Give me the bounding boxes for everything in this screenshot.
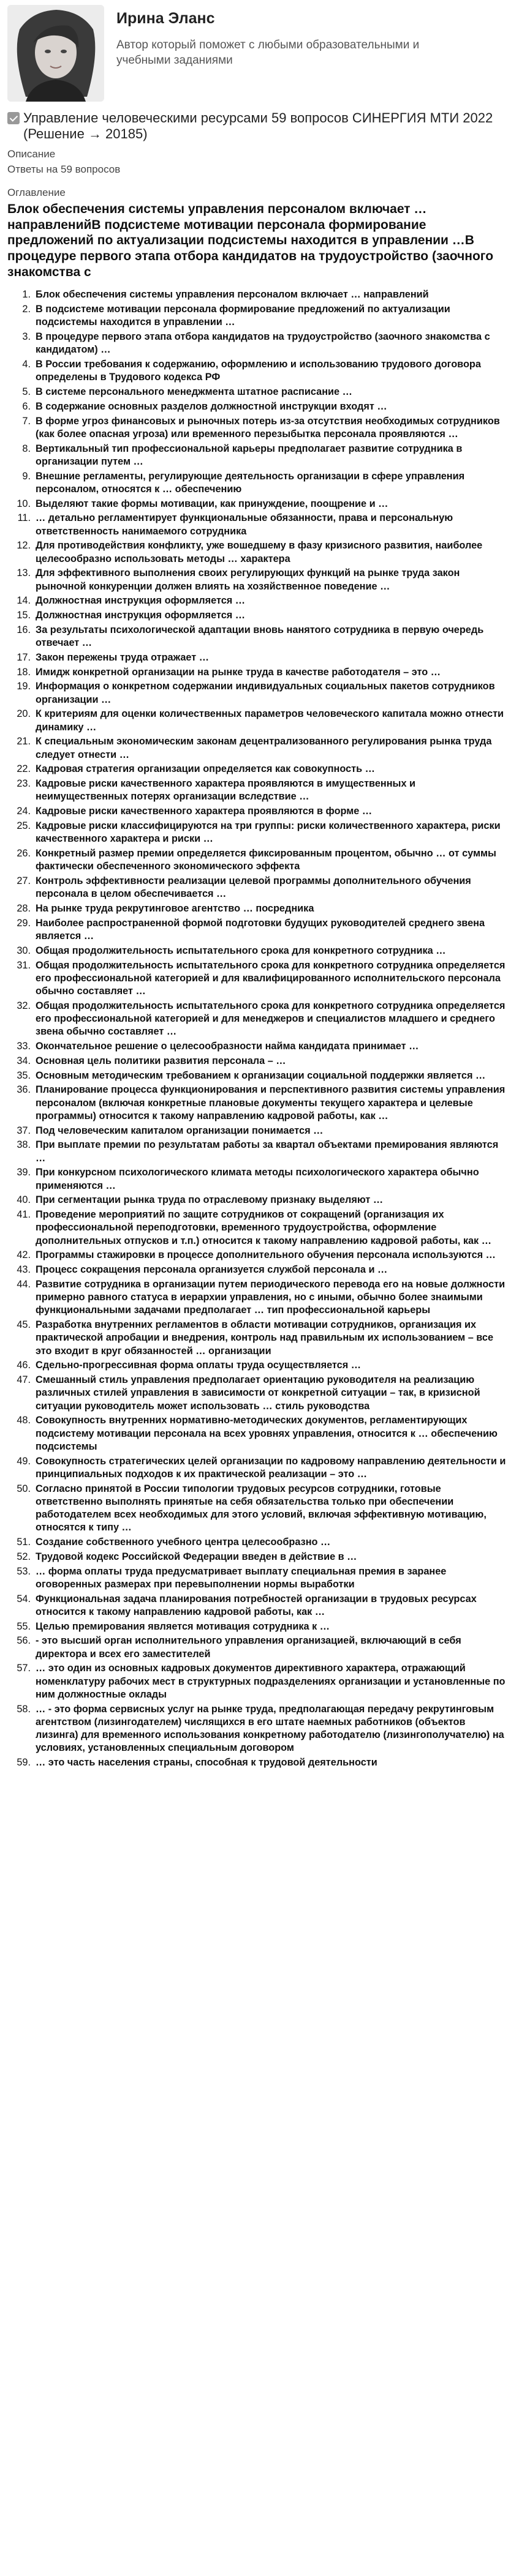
- question-item[interactable]: [7, 470, 512, 496]
- avatar[interactable]: [7, 5, 104, 102]
- question-text[interactable]: При конкурсном психологического климата методы психологического характера обычно применяются …: [36, 1167, 479, 1191]
- question-item[interactable]: [7, 1756, 512, 1769]
- answers-label: Ответы на 59 вопросов: [7, 163, 121, 175]
- question-text[interactable]: Окончательное решение о целесообразности найма кандидата принимает …: [36, 1041, 419, 1052]
- question-text[interactable]: Создание собственного учебного центра целесообразно …: [36, 1537, 331, 1548]
- question-text[interactable]: Наиболее распространенной формой подготовки будущих руководителей среднего звена является …: [36, 917, 485, 942]
- question-text[interactable]: Общая продолжительность испытательного срока для конкретного сотрудника …: [36, 945, 446, 956]
- question-number: 38.: [17, 1139, 31, 1151]
- question-number: 9.: [22, 470, 31, 482]
- question-number: 17.: [17, 651, 31, 663]
- question-text[interactable]: … это часть населения страны, способная к трудовой деятельности: [36, 1757, 377, 1769]
- question-text[interactable]: Должностная инструкция оформляется …: [36, 595, 246, 607]
- question-item[interactable]: [7, 1194, 512, 1207]
- question-item[interactable]: [7, 1593, 512, 1619]
- question-number: 7.: [22, 415, 31, 427]
- question-number: 11.: [17, 512, 31, 524]
- question-item[interactable]: [7, 443, 512, 468]
- author-description: Автор который поможет с любыми образовательными и учебными заданиями: [116, 38, 420, 67]
- question-number: 51.: [17, 1537, 31, 1548]
- question-text[interactable]: Совокупность стратегических целей организации по кадровому направлению деятельности и принципиальных подходов к их практической реализации – это …: [36, 1455, 506, 1480]
- question-number: 3.: [22, 331, 31, 342]
- question-text[interactable]: В России требования к содержанию, оформлению и использованию трудового договора определены в Трудового кодекса РФ: [36, 358, 481, 383]
- question-text[interactable]: В форме угроз финансовых и рыночных потерь из-за отсутствия необходимых сотрудников (как более опасная угроза) или временного перезыбытка персонала проявляются …: [36, 415, 500, 440]
- question-item[interactable]: [7, 777, 512, 803]
- question-number: 53.: [17, 1565, 31, 1577]
- question-item[interactable]: [7, 1359, 512, 1372]
- question-number: 4.: [22, 358, 31, 370]
- question-item[interactable]: [7, 1620, 512, 1633]
- question-item[interactable]: [7, 902, 512, 915]
- question-text[interactable]: Общая продолжительность испытательного срока для конкретного сотрудника определяется его профессиональной категорией и для менеджеров и специалистов младшего и среднего звена обычно составляет …: [36, 1000, 506, 1038]
- question-number: 16.: [17, 624, 31, 635]
- question-text[interactable]: Планирование процесса функционирования и перспективного развития системы управления персоналом (включая конкретные плановые документы текущего характера и целевые программы) относится к такому направлению кадровой работы, как …: [36, 1084, 506, 1121]
- question-number: 45.: [17, 1319, 31, 1331]
- question-number: 52.: [17, 1551, 31, 1562]
- question-text[interactable]: … форма оплаты труда предусматривает выплату специальная премия в заранее оговоренных размерах при перевыполнении нормы выработки: [36, 1565, 447, 1590]
- question-text[interactable]: Программы стажировки в процессе дополнительного обучения персонала используются …: [36, 1249, 496, 1261]
- question-item[interactable]: [7, 609, 512, 622]
- question-item[interactable]: [7, 415, 512, 441]
- question-text[interactable]: Развитие сотрудника в организации путем периодического перевода его на новые должности примерно равного статуса в иерархии управления, но с иными, обычно более знаимыми функциональными задачами предполагает … тип профессиональной карьеры: [36, 1279, 506, 1316]
- question-text[interactable]: Основным методическим требованием к организации социальной поддержки является …: [36, 1069, 486, 1081]
- question-number: 19.: [17, 681, 31, 692]
- toc-label: Оглавление: [7, 186, 66, 198]
- question-number: 5.: [22, 386, 31, 397]
- question-number: 26.: [17, 848, 31, 859]
- question-text[interactable]: - это высший орган исполнительного управления организацией, включающий в себя директора и всех его заместителей: [36, 1635, 461, 1660]
- document-title: Управление человеческими ресурсами 59 вопросов СИНЕРГИЯ МТИ 2022 (Решение → 20185): [23, 110, 493, 142]
- question-text[interactable]: Согласно принятой в России типологии трудовых ресурсов сотрудники, готовые ответственно выполнять принятые на себя обязательства только при обеспечении работодателем всех необходимых для этого условий, включая эффективную мотивацию, относятся к типу …: [36, 1483, 487, 1533]
- question-text[interactable]: Сдельно-прогрессивная форма оплаты труда осуществляется …: [36, 1360, 362, 1371]
- question-item[interactable]: [7, 1455, 512, 1481]
- question-item[interactable]: [7, 820, 512, 845]
- question-item[interactable]: [7, 1208, 512, 1248]
- question-item[interactable]: [7, 1055, 512, 1068]
- question-text[interactable]: Процесс сокращения персонала организуется службой персонала и …: [36, 1264, 388, 1276]
- question-number: 14.: [17, 595, 31, 607]
- question-item[interactable]: [7, 1040, 512, 1053]
- question-item[interactable]: [7, 303, 512, 329]
- question-item[interactable]: [7, 666, 512, 679]
- question-item[interactable]: [7, 651, 512, 664]
- question-item[interactable]: [7, 386, 512, 399]
- question-text[interactable]: За результаты психологической адаптации вновь нанятого сотрудника в первую очередь отвечает …: [36, 624, 484, 649]
- question-item[interactable]: [7, 917, 512, 943]
- question-text[interactable]: Контроль эффективности реализации целевой программы дополнительного обучения персонала в целом обеспечивается …: [36, 875, 471, 900]
- question-text[interactable]: Блок обеспечения системы управления персоналом включает … направлений: [36, 289, 429, 301]
- question-text[interactable]: Кадровые риски классифицируются на три группы: риски количественного характера, риски качественного характера и риски …: [36, 820, 501, 845]
- question-number: 24.: [17, 806, 31, 817]
- question-text[interactable]: Кадровые риски качественного характера проявляются в форме …: [36, 806, 373, 817]
- question-text[interactable]: Основная цель политики развития персонала – …: [36, 1055, 286, 1066]
- question-text[interactable]: Вертикальный тип профессиональной карьеры предполагает развитие сотрудника в организации путем …: [36, 443, 463, 467]
- question-number: 1.: [22, 289, 31, 301]
- question-item[interactable]: [7, 680, 512, 706]
- checkbox-icon: [7, 112, 20, 124]
- question-text[interactable]: … это один из основных кадровых документов директивного характера, отражающий номенклатуру рабочих мест в структурных подразделениях организации и установленные по ним должностные оклады: [36, 1663, 506, 1700]
- question-number: 25.: [17, 820, 31, 832]
- question-item[interactable]: [7, 959, 512, 998]
- question-text[interactable]: Информация о конкретном содержании индивидуальных социальных пакетов сотрудников организации …: [36, 681, 495, 705]
- question-item[interactable]: [7, 735, 512, 761]
- question-number: 30.: [17, 945, 31, 956]
- question-text[interactable]: В содержание основных разделов должностной инструкции входят …: [36, 400, 387, 412]
- question-item[interactable]: [7, 1565, 512, 1591]
- question-number: 44.: [17, 1279, 31, 1290]
- question-text[interactable]: Под человеческим капиталом организации понимается …: [36, 1125, 324, 1136]
- question-number: 50.: [17, 1483, 31, 1494]
- question-item[interactable]: [7, 1662, 512, 1701]
- question-item[interactable]: [7, 498, 512, 511]
- question-text[interactable]: Кадровые риски качественного характера проявляются в имущественных и неимущественных потерях организации вследствие …: [36, 778, 416, 803]
- question-item[interactable]: [7, 1249, 512, 1262]
- question-number: 23.: [17, 778, 31, 790]
- question-text[interactable]: Выделяют такие формы мотивации, как принуждение, поощрение и …: [36, 498, 388, 509]
- question-item[interactable]: [7, 1000, 512, 1039]
- question-number: 59.: [17, 1757, 31, 1769]
- question-number: 40.: [17, 1194, 31, 1206]
- question-text[interactable]: При сегментации рынка труда по отраслевому признаку выделяют …: [36, 1194, 384, 1206]
- question-text[interactable]: К критериям для оценки количественных параметров человеческого капитала можно отнести динамику …: [36, 708, 504, 733]
- question-text[interactable]: Имидж конкретной организации на рынке труда в качестве работодателя – это …: [36, 666, 441, 678]
- question-text[interactable]: В системе персонального менеджмента штатное расписание …: [36, 386, 352, 397]
- question-number: 33.: [17, 1041, 31, 1052]
- question-number: 48.: [17, 1415, 31, 1426]
- question-text[interactable]: В процедуре первого этапа отбора кандидатов на трудоустройство (заочного знакомства с кандидатом) …: [36, 331, 490, 356]
- question-item[interactable]: [7, 763, 512, 776]
- question-number: 13.: [17, 567, 31, 579]
- block-title: Блок обеспечения системы управления персоналом включает … направленийВ подсистеме мотивации персонала формирование предложений по актуализации подсистемы находится в управлении …В процедуре первого этапа отбора кандидатов на трудоустройство (заочного знакомства с: [7, 202, 494, 279]
- question-number: 36.: [17, 1084, 31, 1096]
- question-number: 2.: [22, 303, 31, 315]
- question-item[interactable]: [7, 1139, 512, 1164]
- author-card: [7, 5, 512, 102]
- question-text[interactable]: Разработка внутренних регламентов в области мотивации сотрудников, организация их практической апробации и внедрения, контроль над правильным их использованием – все это входит в круг обязанностей … организации: [36, 1319, 494, 1357]
- question-item[interactable]: [7, 1084, 512, 1123]
- question-item[interactable]: [7, 1536, 512, 1549]
- question-text[interactable]: … детально регламентирует функциональные обязанности, права и персональную ответственность нанимаемого сотрудника: [36, 512, 453, 537]
- question-text[interactable]: В подсистеме мотивации персонала формирование предложений по актуализации подсистемы находится в управлении …: [36, 303, 450, 328]
- question-number: 37.: [17, 1125, 31, 1136]
- question-text[interactable]: При выплате премии по результатам работы за квартал объектами премирования являются …: [36, 1139, 499, 1164]
- question-number: 39.: [17, 1167, 31, 1178]
- question-text[interactable]: Кадровая стратегия организации определяется как совокупность …: [36, 763, 375, 775]
- question-number: 6.: [22, 400, 31, 412]
- question-list: [7, 288, 512, 1769]
- question-item[interactable]: [7, 539, 512, 565]
- question-number: 15.: [17, 610, 31, 621]
- question-number: 10.: [17, 498, 31, 509]
- question-item[interactable]: [7, 1319, 512, 1358]
- question-item[interactable]: [7, 1125, 512, 1137]
- question-number: 47.: [17, 1374, 31, 1386]
- question-number: 41.: [17, 1209, 31, 1221]
- question-item[interactable]: [7, 567, 512, 593]
- question-text[interactable]: Смешанный стиль управления предполагает ориентацию руководителя на реализацию различных стилей управления в зависимости от конкретной ситуации – так, в кризисной ситуации руководитель может использовать … стиль руководства: [36, 1374, 480, 1412]
- question-item[interactable]: [7, 708, 512, 733]
- question-number: 49.: [17, 1455, 31, 1467]
- question-item[interactable]: [7, 358, 512, 384]
- question-item[interactable]: [7, 1069, 512, 1082]
- question-item[interactable]: [7, 1264, 512, 1276]
- document-title-row: [7, 110, 512, 143]
- question-text[interactable]: Целью премирования является мотивация сотрудника к …: [36, 1620, 330, 1632]
- question-item[interactable]: [7, 400, 512, 413]
- question-number: 29.: [17, 917, 31, 929]
- question-text[interactable]: Совокупность внутренних нормативно-методических документов, регламентирующих подсистему мотивации персонала на всех уровнях управления, относится к … обеспечению подсистемы: [36, 1415, 498, 1452]
- question-text[interactable]: Закон пережены труда отражает …: [36, 651, 210, 663]
- question-number: 32.: [17, 1000, 31, 1011]
- question-number: 34.: [17, 1055, 31, 1066]
- question-number: 12.: [17, 540, 31, 552]
- question-number: 43.: [17, 1264, 31, 1276]
- question-text[interactable]: Внешние регламенты, регулирующие деятельность организации в сфере управления персоналом, относятся к … обеспечению: [36, 470, 465, 495]
- question-number: 58.: [17, 1703, 31, 1715]
- question-text[interactable]: Должностная инструкция оформляется …: [36, 610, 246, 621]
- question-item[interactable]: [7, 1374, 512, 1413]
- question-number: 8.: [22, 443, 31, 454]
- question-item[interactable]: [7, 512, 512, 537]
- question-text[interactable]: Для противодействия конфликту, уже вошедшему в фазу кризисного развития, наиболее целесообразно использовать методы … характера: [36, 540, 483, 564]
- question-item[interactable]: [7, 875, 512, 900]
- question-number: 21.: [17, 736, 31, 747]
- question-item[interactable]: [7, 1278, 512, 1317]
- question-text[interactable]: Для эффективного выполнения своих регулирующих функций на рынке труда закон рыночной конкуренции должен влиять на хозяйственное поведение …: [36, 567, 460, 592]
- avatar-photo-icon: [7, 5, 104, 102]
- question-number: 18.: [17, 666, 31, 678]
- question-text[interactable]: К специальным экономическим законам децентрализованного регулирования рынка труда следует отнести …: [36, 736, 492, 760]
- question-item[interactable]: [7, 624, 512, 650]
- question-item[interactable]: [7, 1166, 512, 1192]
- question-text[interactable]: Функциональная задача планирования потребностей организации в трудовых ресурсах относится к такому направлению кадровой работы, как …: [36, 1593, 477, 1617]
- question-item[interactable]: [7, 1483, 512, 1535]
- question-item[interactable]: [7, 1634, 512, 1660]
- question-item[interactable]: [7, 805, 512, 818]
- question-number: 56.: [17, 1635, 31, 1647]
- question-number: 28.: [17, 903, 31, 915]
- question-number: 35.: [17, 1069, 31, 1081]
- question-item[interactable]: [7, 1703, 512, 1755]
- question-text[interactable]: Проведение мероприятий по защите сотрудников от сокращений (организация их профессиональной переподготовки, временного трудоустройства, оформление дополнительных отпусков и т.п.) относится к такому направлению кадровой работы, как …: [36, 1209, 491, 1246]
- question-number: 57.: [17, 1663, 31, 1674]
- question-number: 22.: [17, 763, 31, 775]
- question-item[interactable]: [7, 288, 512, 301]
- question-item[interactable]: [7, 1414, 512, 1453]
- question-number: 20.: [17, 708, 31, 720]
- question-text[interactable]: Общая продолжительность испытательного срока для конкретного сотрудника определяется его профессиональной категорией и для квалифицированного исполнительского персонала обычно составляет …: [36, 959, 506, 997]
- author-name[interactable]: Ирина Эланс: [116, 10, 215, 27]
- author-info: [116, 5, 435, 69]
- question-item[interactable]: [7, 847, 512, 873]
- question-number: 27.: [17, 875, 31, 887]
- question-text[interactable]: Конкретный размер премии определяется фиксированным процентом, обычно … от суммы фактически обеспеченного экономического эффекта: [36, 848, 496, 872]
- question-text[interactable]: На рынке труда рекрутинговое агентство … посредника: [36, 903, 314, 915]
- question-item[interactable]: [7, 594, 512, 607]
- description-label: Описание: [7, 148, 56, 160]
- question-number: 54.: [17, 1593, 31, 1604]
- question-item[interactable]: [7, 945, 512, 957]
- question-number: 46.: [17, 1360, 31, 1371]
- question-item[interactable]: [7, 331, 512, 356]
- question-text[interactable]: … - это форма сервисных услуг на рынке труда, предполагающая передачу рекрутинговым агентством (лизингодателем) числящихся в его штате наемных работников (объектов лизинга) для временного использования конкретному работодателю (лизингополучателю) на условиях, установленных специальным договором: [36, 1703, 504, 1754]
- question-item[interactable]: [7, 1551, 512, 1563]
- question-text[interactable]: Трудовой кодекс Российской Федерации введен в действие в …: [36, 1551, 357, 1562]
- question-number: 31.: [17, 959, 31, 971]
- question-number: 42.: [17, 1249, 31, 1261]
- question-number: 55.: [17, 1620, 31, 1632]
